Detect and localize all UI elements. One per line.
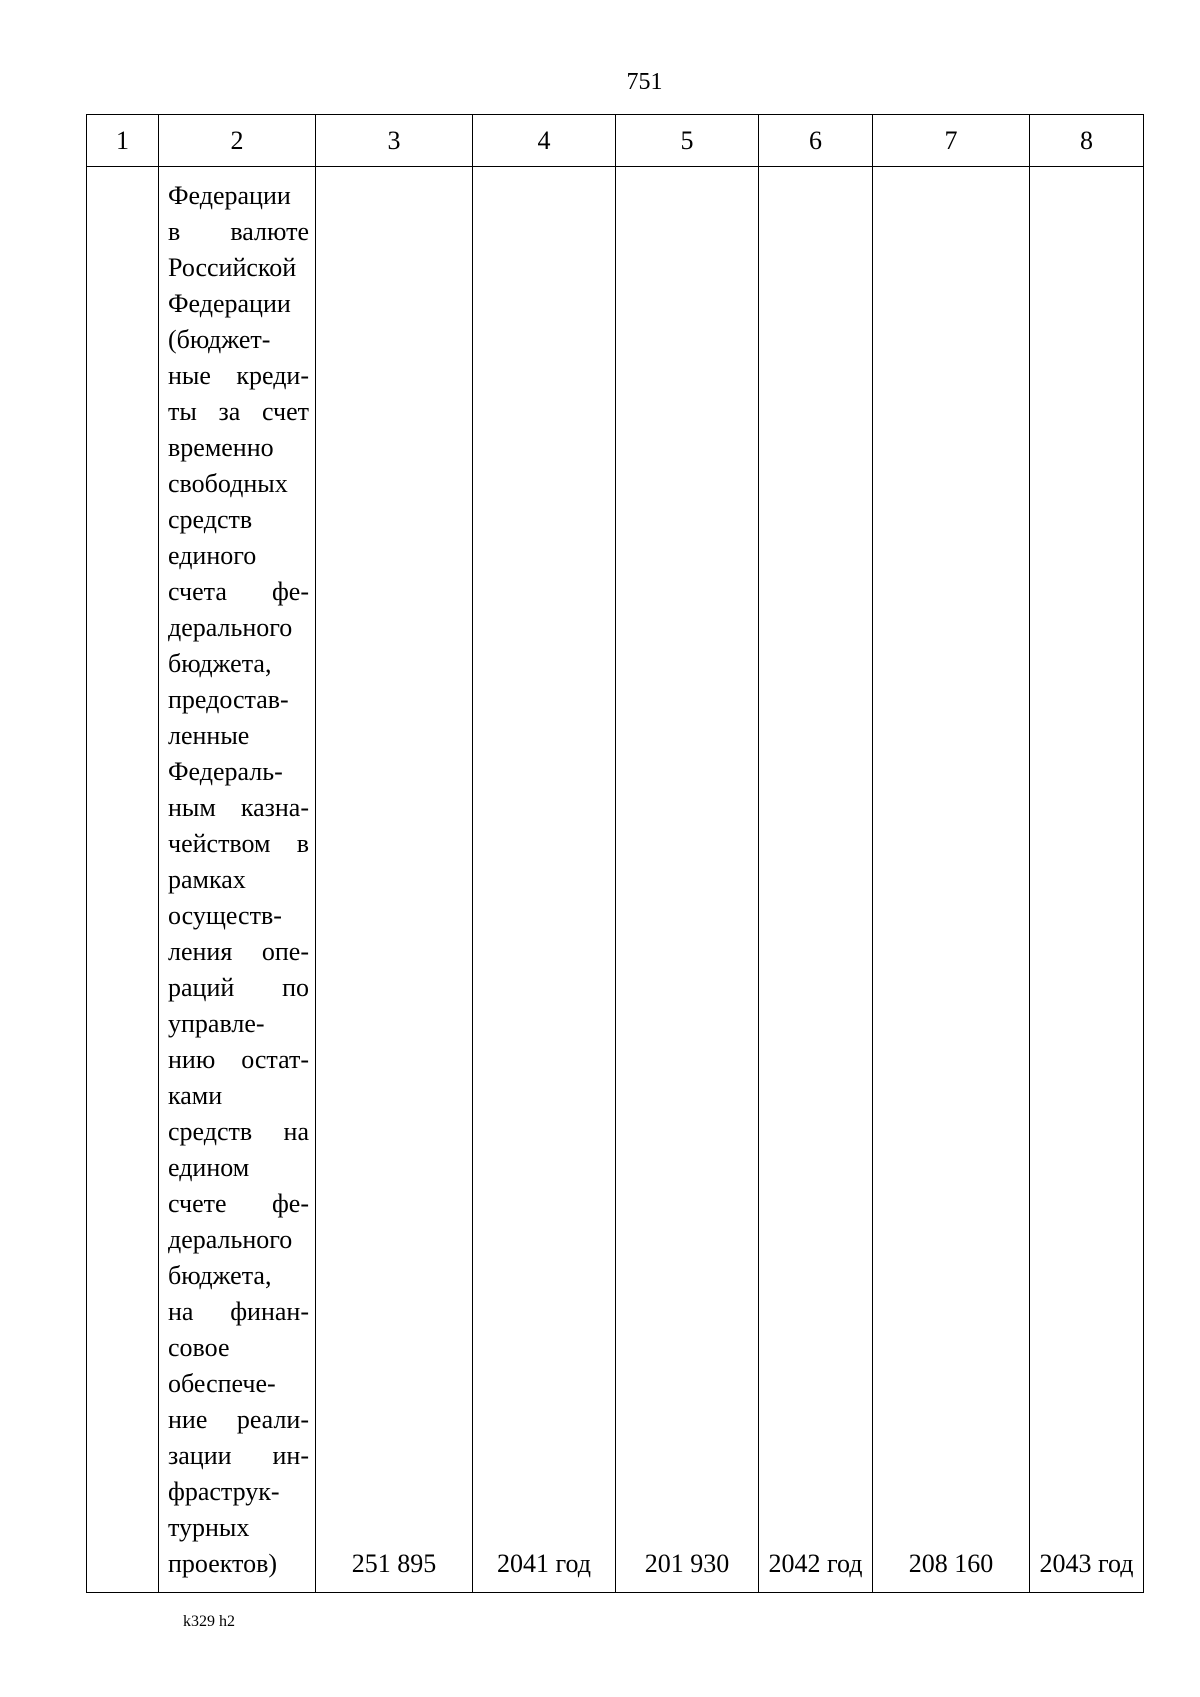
row-cell-amount-2043: 208 160 [873,167,1030,1593]
header-cell-3: 3 [316,115,473,167]
header-cell-7: 7 [873,115,1030,167]
desc-line: нию остат- [168,1045,309,1074]
header-cell-5: 5 [616,115,759,167]
desc-line: раций по [168,973,309,1002]
desc-line: обеспече- [168,1369,276,1398]
desc-line: ками [168,1081,223,1110]
desc-line: Российской [168,253,297,282]
desc-line: ты за счет [168,397,309,426]
desc-line: управле- [168,1009,265,1038]
desc-line: осуществ- [168,901,282,930]
desc-line: ления опе- [168,937,309,966]
desc-line: Федерации [168,289,291,318]
desc-line: счета фе- [168,577,309,606]
desc-line: совое [168,1333,230,1362]
desc-line: единого [168,541,257,570]
desc-line: турных [168,1513,250,1542]
desc-line: дерального [168,1225,293,1254]
desc-line: ным казна- [168,793,309,822]
row-cell-description [159,167,316,1593]
desc-line: счете фе- [168,1189,309,1218]
page-number: 751 [626,69,663,95]
header-cell-4: 4 [473,115,616,167]
desc-line: бюджета, [168,1261,272,1290]
desc-line: едином [168,1153,250,1182]
desc-line: средств [168,505,253,534]
header-cell-8: 8 [1030,115,1144,167]
desc-line: дерального [168,613,293,642]
desc-line: в валюте [168,217,309,246]
desc-line: проектов) [168,1549,278,1578]
table-header-row [87,115,1144,167]
desc-line: фраструк- [168,1477,280,1506]
header-cell-2: 2 [159,115,316,167]
row-cell-year-2042: 2042 год [759,167,873,1593]
row-cell-amount-2042: 201 930 [616,167,759,1593]
desc-line: Федерации [168,181,291,210]
desc-line: рамках [168,865,246,894]
desc-line: свободных [168,469,288,498]
desc-line: средств на [168,1117,309,1146]
desc-line: Федераль- [168,757,283,786]
desc-line: бюджета, [168,649,272,678]
row-cell-year-2043: 2043 год [1030,167,1144,1593]
desc-line: ленные [168,721,250,750]
row-cell-year-2041: 2041 год [473,167,616,1593]
budget-table [86,114,1144,1593]
row-cell-number [87,167,159,1593]
header-cell-6: 6 [759,115,873,167]
desc-line: чейством в [168,829,309,858]
desc-line: ние реали- [168,1405,309,1434]
desc-line: ные креди- [168,361,309,390]
row-cell-amount-2041: 251 895 [316,167,473,1593]
table-row [87,167,1144,1593]
desc-line: зации ин- [168,1441,309,1470]
desc-line: на финан- [168,1297,309,1326]
footer-code: k329 h2 [183,1613,235,1630]
desc-line: предостав- [168,685,289,714]
desc-line: (бюджет- [168,325,271,354]
desc-line: временно [168,433,274,462]
header-cell-1: 1 [87,115,159,167]
